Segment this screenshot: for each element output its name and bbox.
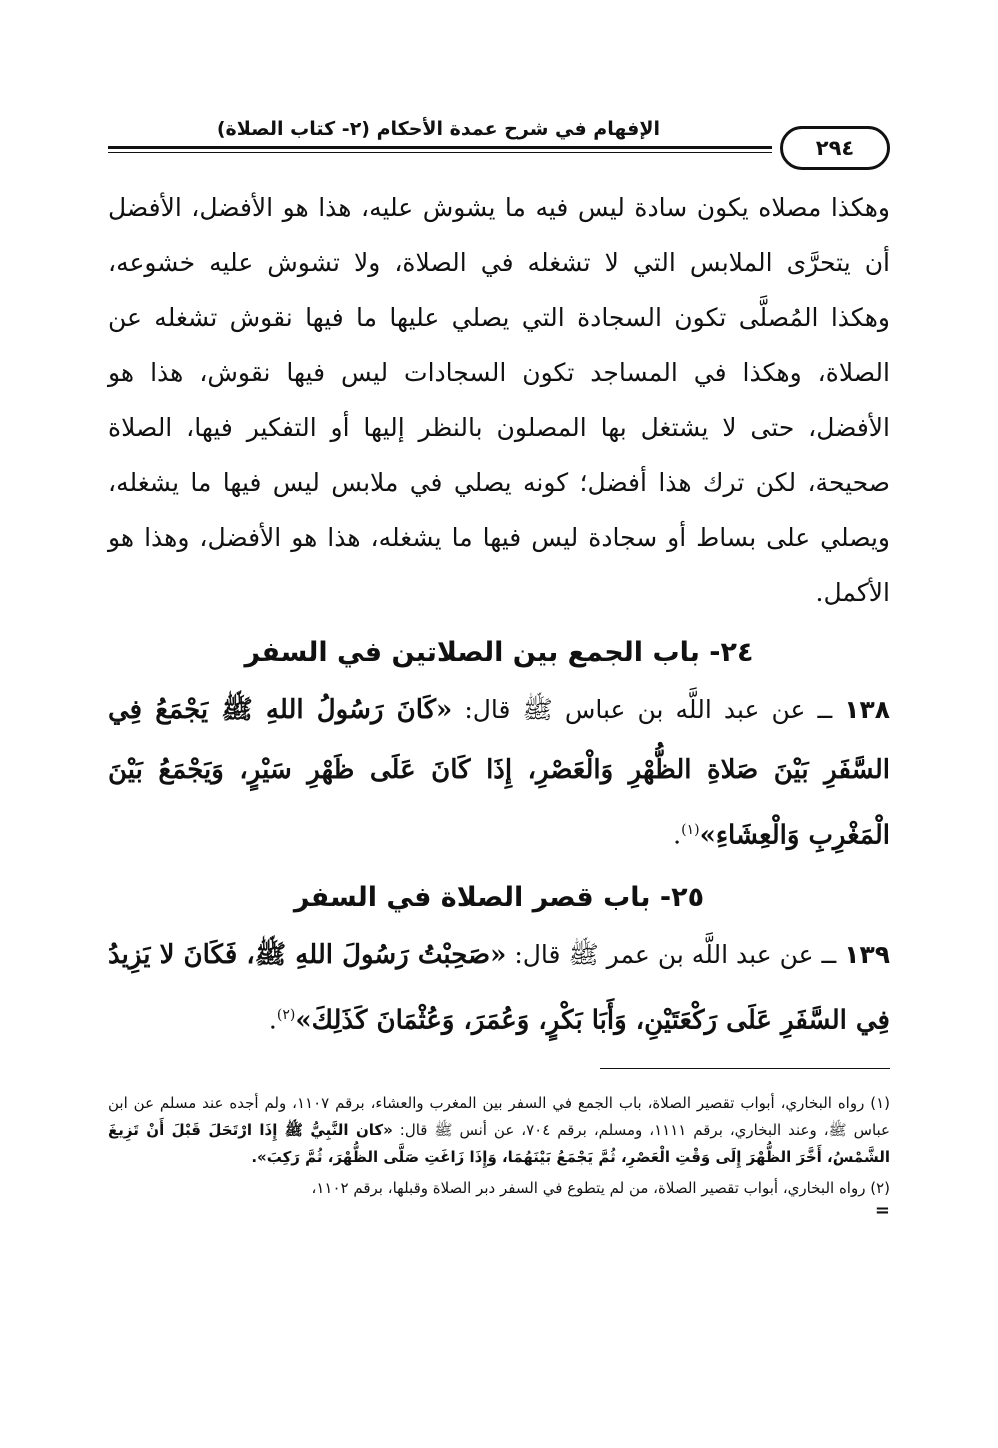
footnote-1 <box>108 1090 890 1171</box>
hadith-139 <box>108 925 890 1050</box>
hadith-ending: . <box>673 820 682 850</box>
header-rule-thin <box>108 152 772 153</box>
header-rule-thick <box>108 146 772 149</box>
footnote-text: (٢) رواه البخاري، أبواب تقصير الصلاة، من لم يتطوع في السفر دبر الصلاة وقبلها، برقم ١١٠٢، <box>311 1179 890 1197</box>
footnote-separator <box>600 1068 890 1069</box>
running-title: الإفهام في شرح عمدة الأحكام (٢- كتاب الصلاة) <box>216 118 660 140</box>
hadith-text: «كَانَ رَسُولُ اللهِ ﷺ يَجْمَعُ فِي السَّفَرِ بَيْنَ صَلاةِ الظُّهْرِ وَالْعَصْرِ، إِذَا كَانَ عَلَى ظَهْرِ سَيْرٍ، وَيَجْمَعُ بَيْنَ الْمَغْرِبِ وَالْعِشَاءِ» <box>108 695 890 851</box>
hadith-narrator: ــ عن عبد اللَّه بن عباس ﷺ قال: <box>464 695 833 724</box>
footnotes <box>108 1090 890 1220</box>
hadith-number: ١٣٨ <box>844 695 891 724</box>
continuation-mark: = <box>874 1200 890 1221</box>
footnote-text: (١) رواه البخاري، أبواب تقصير الصلاة، باب الجمع في السفر بين المغرب والعشاء، برقم ١١٠٧، ولم أجده عند مسلم عن ابن عباس ﷺ، وعند البخاري، برقم ١١١١، ومسلم، برقم ٧٠٤، عن أنس ﷺ قال: <box>108 1094 890 1139</box>
hadith-138 <box>108 680 890 865</box>
footnote-ref-1: (١) <box>681 822 700 838</box>
footnote-quote: «كان النَّبِيُّ ﷺ إِذَا ارْتَحَلَ قَبْلَ أَنْ تَزِيغَ الشَّمْسُ، أَخَّرَ الظُّهْرَ إِلَى وَقْتِ الْعَصْرِ، ثُمَّ يَجْمَعُ بَيْنَهُمَا، وَإِذَا زَاغَتِ صَلَّى الظُّهْرَ، ثُمَّ رَكِبَ». <box>108 1121 890 1166</box>
hadith-text: «صَحِبْتُ رَسُولَ اللهِ ﷺ، فَكَانَ لا يَزِيدُ فِي السَّفَرِ عَلَى رَكْعَتَيْنِ، وَأَبَا بَكْرٍ، وَعُمَرَ، وَعُثْمَانَ كَذَلِكَ» <box>108 940 890 1036</box>
section-title-24: ٢٤- باب الجمع بين الصلاتين في السفر <box>244 637 754 668</box>
intro-paragraph: وهكذا مصلاه يكون سادة ليس فيه ما يشوش عليه، هذا هو الأفضل، الأفضل أن يتحرَّى الملابس التي لا تشغله في الصلاة، ولا تشوش عليه خشوعه، وهكذا المُصلَّى تكون السجادة التي يصلي عليها ما فيها نقوش تشغله عن الصلاة، وهكذا في المساجد تكون السجادات ليس فيها نقوش، هذا هو الأفضل، حتى لا يشتغل بها المصلون بالنظر إليها أو التفكير فيها، الصلاة صحيحة، لكن ترك هذا أفضل؛ كونه يصلي في ملابس ليس فيها ما يشغله، ويصلي على بساط أو سجادة ليس فيها ما يشغله، هذا هو الأفضل، وهذا هو الأكمل. <box>108 193 891 607</box>
running-header <box>108 112 890 172</box>
main-text <box>108 180 890 1051</box>
page-number: ٢٩٤ <box>780 126 890 170</box>
section-title-25: ٢٥- باب قصر الصلاة في السفر <box>293 882 705 914</box>
hadith-ending: . <box>268 1005 277 1035</box>
hadith-number: ١٣٩ <box>844 940 890 970</box>
hadith-narrator: ــ عن عبد اللَّه بن عمر ﷺ قال: <box>514 940 837 970</box>
footnote-2 <box>108 1175 890 1202</box>
footnote-ref-2: (٢) <box>276 1007 296 1024</box>
